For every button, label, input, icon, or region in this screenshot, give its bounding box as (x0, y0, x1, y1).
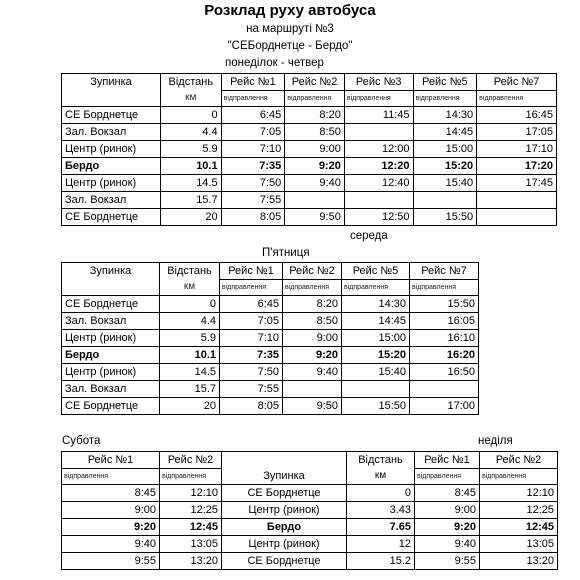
stop-name: СЕ Борднетце (62, 398, 160, 415)
departure-label: відправлення (220, 280, 283, 296)
departure-time: 16:10 (410, 330, 479, 347)
header-km: км (160, 280, 220, 296)
header-run-sun: Рейс №2 (480, 452, 558, 469)
stop-name: Зал. Вокзал (62, 381, 160, 398)
header-run: Рейс №1 (221, 74, 285, 91)
departure-time-sun: 12:25 (480, 502, 558, 519)
header-km: км (161, 91, 222, 107)
distance-km: 15.2 (347, 553, 415, 570)
header-distance: Відстань (160, 263, 220, 280)
departure-time (410, 381, 479, 398)
departure-time: 16:05 (410, 313, 479, 330)
departure-label: відправлення (344, 91, 413, 107)
route-number: на маршруті №3 (246, 23, 334, 35)
departure-time: 7:55 (221, 192, 285, 209)
stop-name: Центр (ринок) (62, 364, 160, 381)
departure-time: 9:20 (283, 347, 342, 364)
departure-time: 7:05 (220, 313, 283, 330)
stop-name: Бердо (62, 347, 160, 364)
header-run: Рейс №1 (220, 263, 283, 280)
distance-km: 5.9 (161, 141, 222, 158)
departure-time-sat: 8:45 (62, 485, 160, 502)
table-row (62, 398, 479, 415)
distance-km: 10.1 (161, 158, 222, 175)
departure-time: 17:20 (477, 158, 557, 175)
departure-time-sat: 12:45 (160, 519, 222, 536)
stop-name: Центр (ринок) (222, 502, 347, 519)
departure-label: відправлення (410, 280, 479, 296)
distance-km: 12 (347, 536, 415, 553)
departure-time: 7:05 (221, 124, 285, 141)
days-saturday: Субота (62, 435, 101, 447)
departure-time: 6:45 (220, 296, 283, 313)
distance-km: 7.65 (347, 519, 415, 536)
header-distance: Відстань (347, 452, 415, 469)
header-stop: Зупинка (222, 469, 347, 485)
departure-time-sat: 13:20 (160, 553, 222, 570)
table-row (62, 313, 479, 330)
departure-time: 12:20 (344, 158, 413, 175)
stop-name: СЕ Борднетце (222, 553, 347, 570)
departure-time: 8:50 (283, 313, 342, 330)
table-row (62, 175, 557, 192)
departure-time: 15:50 (342, 398, 410, 415)
header-run: Рейс №2 (283, 263, 342, 280)
distance-km: 14.5 (160, 364, 220, 381)
header-run: Рейс №7 (477, 74, 557, 91)
departure-time: 17:45 (477, 175, 557, 192)
departure-time: 7:55 (220, 381, 283, 398)
schedule-table-friday (61, 262, 479, 415)
departure-time (477, 209, 557, 226)
departure-time: 14:45 (342, 313, 410, 330)
departure-time-sun: 9:40 (415, 536, 480, 553)
distance-km: 14.5 (161, 175, 222, 192)
departure-time: 15:50 (413, 209, 477, 226)
departure-time: 9:50 (285, 209, 345, 226)
departure-time: 15:20 (342, 347, 410, 364)
departure-time: 16:50 (410, 364, 479, 381)
departure-label: відправлення (480, 469, 558, 485)
stop-name: СЕ Борднетце (62, 296, 160, 313)
distance-km: 3.43 (347, 502, 415, 519)
departure-label: відправлення (283, 280, 342, 296)
departure-time-sat: 9:20 (62, 519, 160, 536)
departure-time (342, 381, 410, 398)
departure-label: відправлення (221, 91, 285, 107)
header-run: Рейс №3 (344, 74, 413, 91)
schedule-table-mon-thu (61, 73, 557, 226)
table-row (62, 519, 558, 536)
header-stop: Зупинка (62, 263, 160, 280)
distance-km: 10.1 (160, 347, 220, 364)
table-row (62, 192, 557, 209)
departure-time: 8:20 (285, 107, 345, 124)
page-title: Розклад руху автобуса (204, 2, 376, 19)
table-row (62, 553, 558, 570)
departure-time: 17:05 (477, 124, 557, 141)
departure-time-sun: 9:20 (415, 519, 480, 536)
stop-name: Центр (ринок) (62, 141, 161, 158)
distance-km: 20 (161, 209, 222, 226)
distance-km: 0 (160, 296, 220, 313)
departure-time: 15:40 (342, 364, 410, 381)
departure-time: 7:50 (221, 175, 285, 192)
departure-time: 15:00 (413, 141, 477, 158)
departure-time: 9:00 (285, 141, 345, 158)
table-row (62, 485, 558, 502)
departure-time: 8:05 (220, 398, 283, 415)
departure-time-sun: 12:45 (480, 519, 558, 536)
departure-label: відправлення (62, 469, 160, 485)
header-run: Рейс №2 (285, 74, 345, 91)
distance-km: 20 (160, 398, 220, 415)
departure-time-sat: 12:10 (160, 485, 222, 502)
table-row (62, 381, 479, 398)
header-run: Рейс №7 (410, 263, 479, 280)
departure-time-sun: 12:10 (480, 485, 558, 502)
departure-time (413, 192, 477, 209)
departure-time-sun: 13:05 (480, 536, 558, 553)
stop-name: СЕ Борднетце (222, 485, 347, 502)
departure-time: 12:00 (344, 141, 413, 158)
departure-label: відправлення (342, 280, 410, 296)
departure-time: 7:35 (220, 347, 283, 364)
departure-time-sun: 9:00 (415, 502, 480, 519)
stop-name: Бердо (62, 158, 161, 175)
departure-time: 8:20 (283, 296, 342, 313)
departure-time: 8:05 (221, 209, 285, 226)
days-friday: П'ятниця (262, 247, 310, 259)
table-row (62, 209, 557, 226)
route-name: "СЕБорднетце - Бердо" (227, 40, 353, 52)
days-wednesday: середа (350, 230, 388, 242)
table-row (62, 141, 557, 158)
departure-time-sun: 8:45 (415, 485, 480, 502)
days-sunday: неділя (478, 435, 513, 447)
departure-label: відправлення (160, 469, 222, 485)
departure-time-sat: 9:40 (62, 536, 160, 553)
header-run-sat: Рейс №2 (160, 452, 222, 469)
departure-time: 9:20 (285, 158, 345, 175)
departure-time-sun: 13:20 (480, 553, 558, 570)
departure-time: 9:40 (283, 364, 342, 381)
stop-name: Бердо (222, 519, 347, 536)
departure-time: 17:00 (410, 398, 479, 415)
header-run: Рейс №5 (413, 74, 477, 91)
table-row (62, 107, 557, 124)
departure-time: 11:45 (344, 107, 413, 124)
departure-label: відправлення (415, 469, 480, 485)
departure-time: 15:00 (342, 330, 410, 347)
distance-km: 15.7 (160, 381, 220, 398)
departure-time: 7:50 (220, 364, 283, 381)
distance-km: 4.4 (161, 124, 222, 141)
header-run-sat: Рейс №1 (62, 452, 160, 469)
departure-time-sun: 9:55 (415, 553, 480, 570)
departure-time (285, 192, 345, 209)
stop-name: Центр (ринок) (62, 330, 160, 347)
departure-time-sat: 9:00 (62, 502, 160, 519)
table-row (62, 347, 479, 364)
table-row (62, 330, 479, 347)
stop-name: СЕ Борднетце (62, 107, 161, 124)
departure-time: 9:00 (283, 330, 342, 347)
table-row (62, 364, 479, 381)
stop-name: Зал. Вокзал (62, 124, 161, 141)
departure-time: 16:20 (410, 347, 479, 364)
distance-km: 5.9 (160, 330, 220, 347)
table-row (62, 158, 557, 175)
departure-time: 7:10 (220, 330, 283, 347)
departure-time: 12:50 (344, 209, 413, 226)
departure-time: 7:35 (221, 158, 285, 175)
departure-time: 15:50 (410, 296, 479, 313)
departure-time: 6:45 (221, 107, 285, 124)
header-run: Рейс №5 (342, 263, 410, 280)
departure-time (344, 124, 413, 141)
departure-time: 7:10 (221, 141, 285, 158)
table-row (62, 124, 557, 141)
departure-time: 9:50 (283, 398, 342, 415)
header-stop: Зупинка (62, 74, 161, 91)
departure-time (344, 192, 413, 209)
days-mon-thu: понеділок - четвер (225, 57, 324, 69)
stop-name: Центр (ринок) (62, 175, 161, 192)
distance-km: 0 (161, 107, 222, 124)
departure-time: 14:45 (413, 124, 477, 141)
departure-time-sat: 12:25 (160, 502, 222, 519)
departure-time-sat: 9:55 (62, 553, 160, 570)
stop-name: Зал. Вокзал (62, 313, 160, 330)
stop-name: Центр (ринок) (222, 536, 347, 553)
departure-time: 17:10 (477, 141, 557, 158)
departure-time: 15:20 (413, 158, 477, 175)
departure-label: відправлення (413, 91, 477, 107)
header-run-sun: Рейс №1 (415, 452, 480, 469)
departure-time: 9:40 (285, 175, 345, 192)
departure-time (283, 381, 342, 398)
distance-km: 0 (347, 485, 415, 502)
departure-time: 8:50 (285, 124, 345, 141)
departure-time: 16:45 (477, 107, 557, 124)
schedule-table-weekend (61, 451, 558, 570)
departure-label: відправлення (285, 91, 345, 107)
departure-time: 12:40 (344, 175, 413, 192)
departure-time: 14:30 (342, 296, 410, 313)
distance-km: 15.7 (161, 192, 222, 209)
departure-time-sat: 13:05 (160, 536, 222, 553)
stop-name: СЕ Борднетце (62, 209, 161, 226)
table-row (62, 296, 479, 313)
table-row (62, 502, 558, 519)
stop-name: Зал. Вокзал (62, 192, 161, 209)
departure-time (477, 192, 557, 209)
header-distance: Відстань (161, 74, 222, 91)
distance-km: 4.4 (160, 313, 220, 330)
table-row (62, 536, 558, 553)
departure-time: 14:30 (413, 107, 477, 124)
departure-time: 15:40 (413, 175, 477, 192)
header-km: км (347, 469, 415, 485)
departure-label: відправлення (477, 91, 557, 107)
